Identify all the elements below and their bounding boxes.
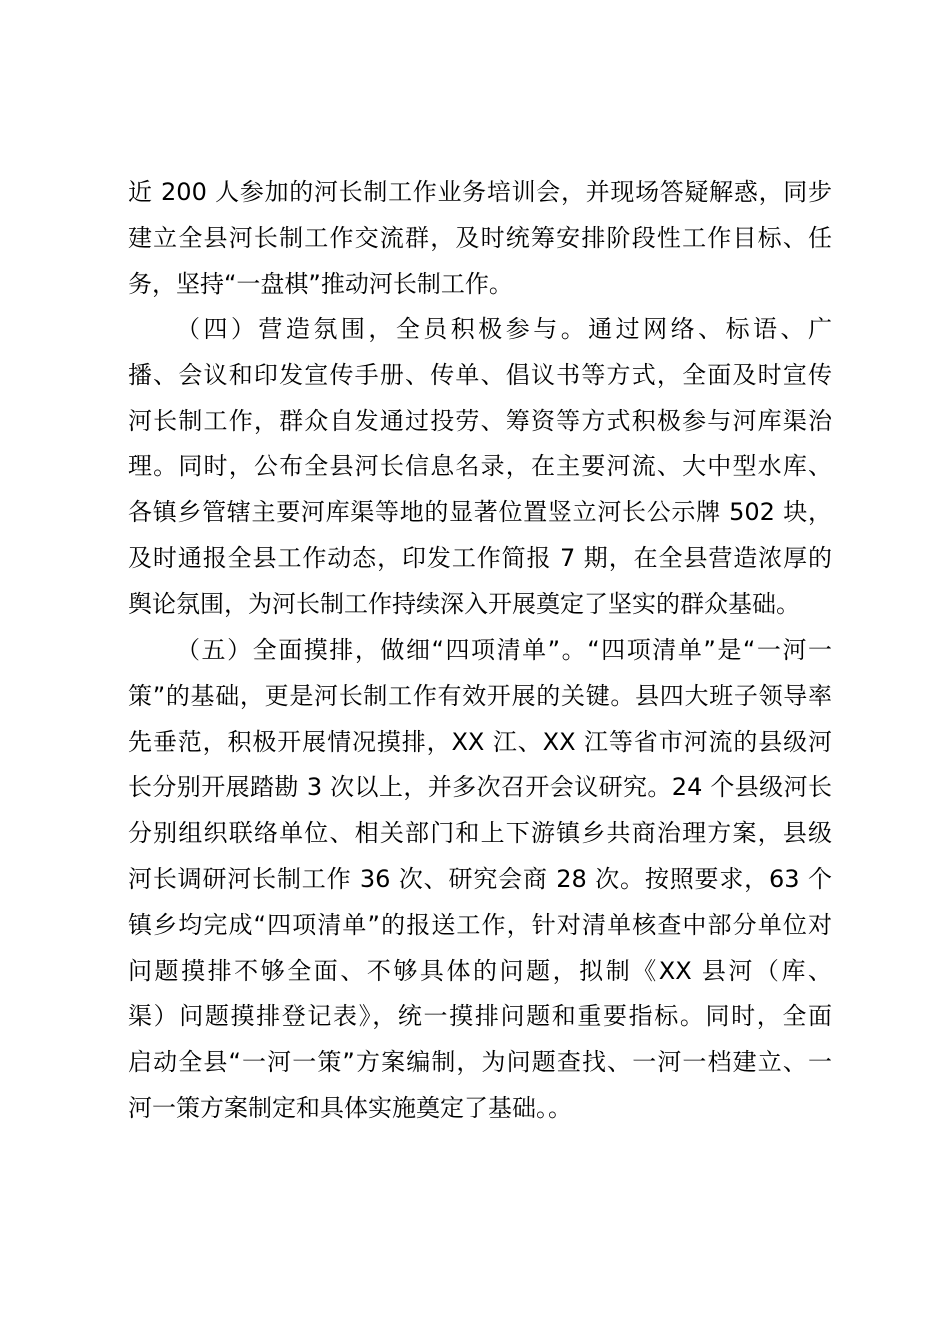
- text-line: 河长调研河长制工作 36 次、研究会商 28 次。按照要求，63 个: [128, 864, 832, 893]
- paragraph-p1: [128, 170, 832, 307]
- text-line: 及时通报全县工作动态，印发工作简报 7 期，在全县营造浓厚的: [128, 543, 832, 572]
- text-line: 近 200 人参加的河长制工作业务培训会，并现场答疑解惑，同步: [128, 178, 832, 206]
- text-line: 播、会议和印发宣传手册、传单、倡议书等方式，全面及时宣传: [128, 360, 832, 389]
- text-line: 先垂范，积极开展情况摸排，XX 江、XX 江等省市河流的县级河: [128, 727, 832, 756]
- text-line: （四）营造氛围，全员积极参与。通过网络、标语、广: [176, 315, 832, 343]
- paragraph-p2: [128, 307, 832, 628]
- text-line: 启动全县“一河一策”方案编制，为问题查找、一河一档建立、一: [128, 1048, 832, 1077]
- text-line: 分别组织联络单位、相关部门和上下游镇乡共商治理方案，县级: [128, 819, 832, 848]
- text-line: 策”的基础，更是河长制工作有效开展的关键。县四大班子领导率: [128, 681, 832, 710]
- text-line: （五）全面摸排，做细“四项清单”。“四项清单”是“一河一: [176, 636, 832, 664]
- paragraph-p3: [128, 628, 832, 1132]
- text-line: 问题摸排不够全面、不够具体的问题，拟制《XX 县河（库、: [128, 956, 832, 985]
- text-line: 各镇乡管辖主要河库渠等地的显著位置竖立河长公示牌 502 块，: [128, 498, 832, 527]
- text-line: 建立全县河长制工作交流群，及时统筹安排阶段性工作目标、任: [128, 223, 832, 252]
- text-line: 镇乡均完成“四项清单”的报送工作，针对清单核查中部分单位对: [128, 910, 832, 939]
- text-line: 长分别开展踏勘 3 次以上，并多次召开会议研究。24 个县级河长: [128, 773, 832, 802]
- text-line: 河长制工作，群众自发通过投劳、筹资等方式积极参与河库渠治: [128, 406, 832, 435]
- text-line: 理。同时，公布全县河长信息名录，在主要河流、大中型水库、: [128, 452, 832, 481]
- text-line: 务，坚持“一盘棋”推动河长制工作。: [128, 269, 513, 298]
- text-line: 渠）问题摸排登记表》，统一摸排问题和重要指标。同时，全面: [128, 1002, 832, 1031]
- text-line: 河一策方案制定和具体实施奠定了基础。。: [128, 1093, 572, 1122]
- text-line: 舆论氛围，为河长制工作持续深入开展奠定了坚实的群众基础。: [128, 589, 800, 618]
